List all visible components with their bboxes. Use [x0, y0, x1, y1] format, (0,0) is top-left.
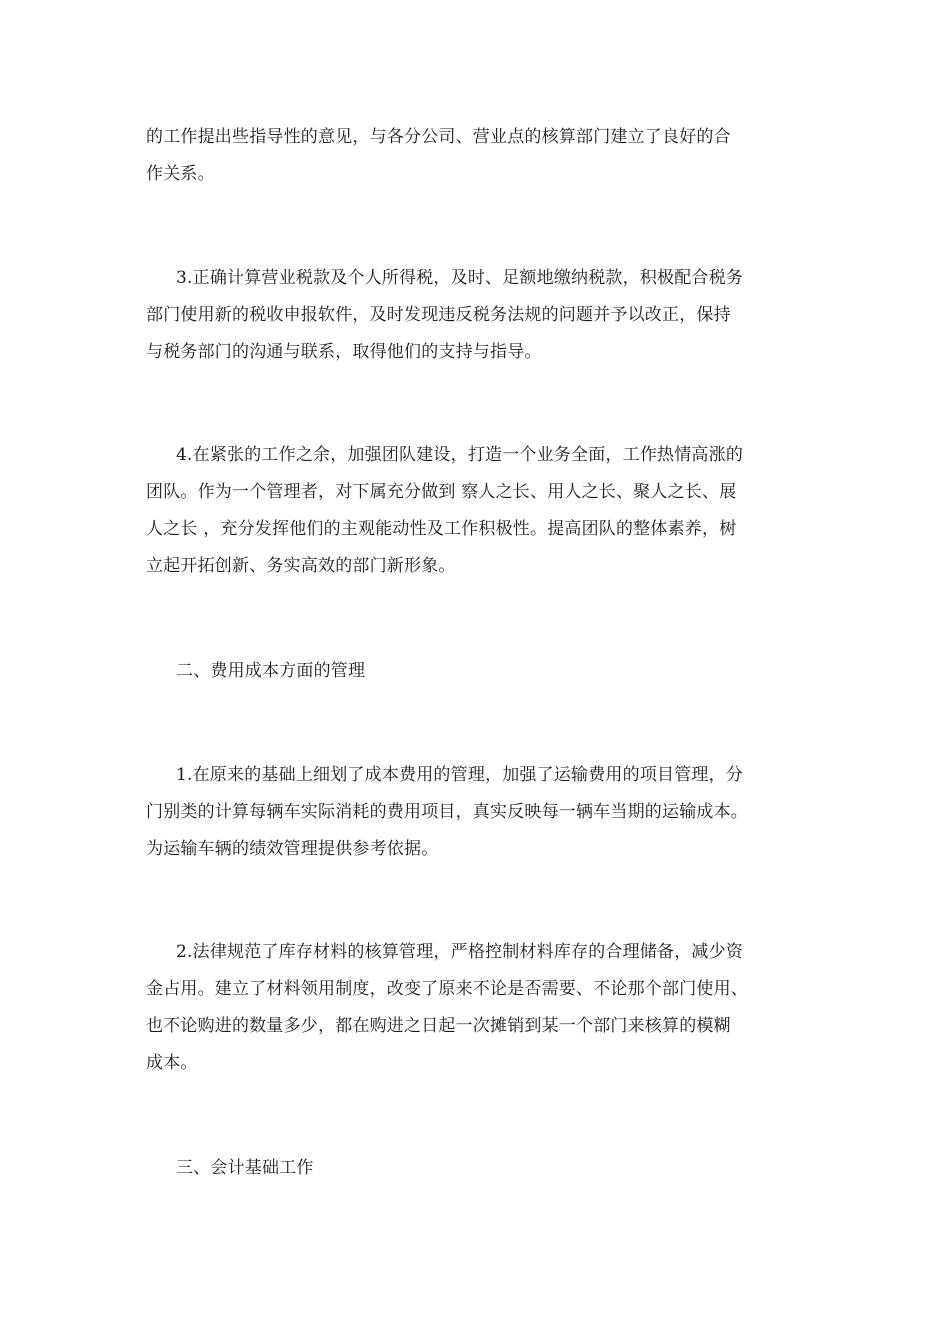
text-line: 为运输车辆的绩效管理提供参考依据。 — [146, 839, 439, 859]
paragraph-cost-item-2 — [146, 934, 808, 1082]
text-line: 也不论购进的数量多少，都在购进之日起一次摊销到某一个部门来核算的模糊 — [146, 1016, 731, 1036]
text-line: 3.正确计算营业税款及个人所得税，及时、足额地缴纳税款，积极配合税务 — [176, 268, 744, 288]
section-heading-accounting-basics: 三、会计基础工作 — [176, 1158, 314, 1178]
paragraph-cost-item-1 — [146, 757, 808, 868]
text-line: 部门使用新的税收申报软件，及时发现违反税务法规的问题并予以改正，保持 — [146, 305, 731, 325]
section-heading-cost-management: 二、费用成本方面的管理 — [176, 661, 366, 681]
text-line: 成本。 — [146, 1053, 198, 1073]
text-line: 4.在紧张的工作之余，加强团队建设，打造一个业务全面，工作热情高涨的 — [176, 445, 744, 465]
text-line: 2.法律规范了库存材料的核算管理，严格控制材料库存的合理储备，减少资 — [176, 942, 744, 962]
text-line: 与税务部门的沟通与联系，取得他们的支持与指导。 — [146, 342, 542, 362]
text-line: 立起开拓创新、务实高效的部门新形象。 — [146, 556, 456, 576]
text-line: 1.在原来的基础上细划了成本费用的管理，加强了运输费用的项目管理，分 — [176, 765, 744, 785]
text-line: 金占用。建立了材料领用制度，改变了原来不论是否需要、不论那个部门使用、 — [146, 979, 748, 999]
text-line: 门别类的计算每辆车实际消耗的费用项目，真实反映每一辆车当期的运输成本。 — [146, 802, 748, 822]
paragraph-continuation — [146, 119, 808, 193]
text-line: 作关系。 — [146, 164, 215, 184]
paragraph-item-4 — [146, 437, 808, 585]
text-line: 人之长 ，充分发挥他们的主观能动性及工作积极性。提高团队的整体素养，树 — [146, 519, 737, 539]
paragraph-item-3 — [146, 260, 808, 371]
text-line: 的工作提出些指导性的意见，与各分公司、营业点的核算部门建立了良好的合 — [146, 127, 731, 147]
text-line: 团队。作为一个管理者，对下属充分做到 察人之长、用人之长、聚人之长、展 — [146, 482, 737, 502]
